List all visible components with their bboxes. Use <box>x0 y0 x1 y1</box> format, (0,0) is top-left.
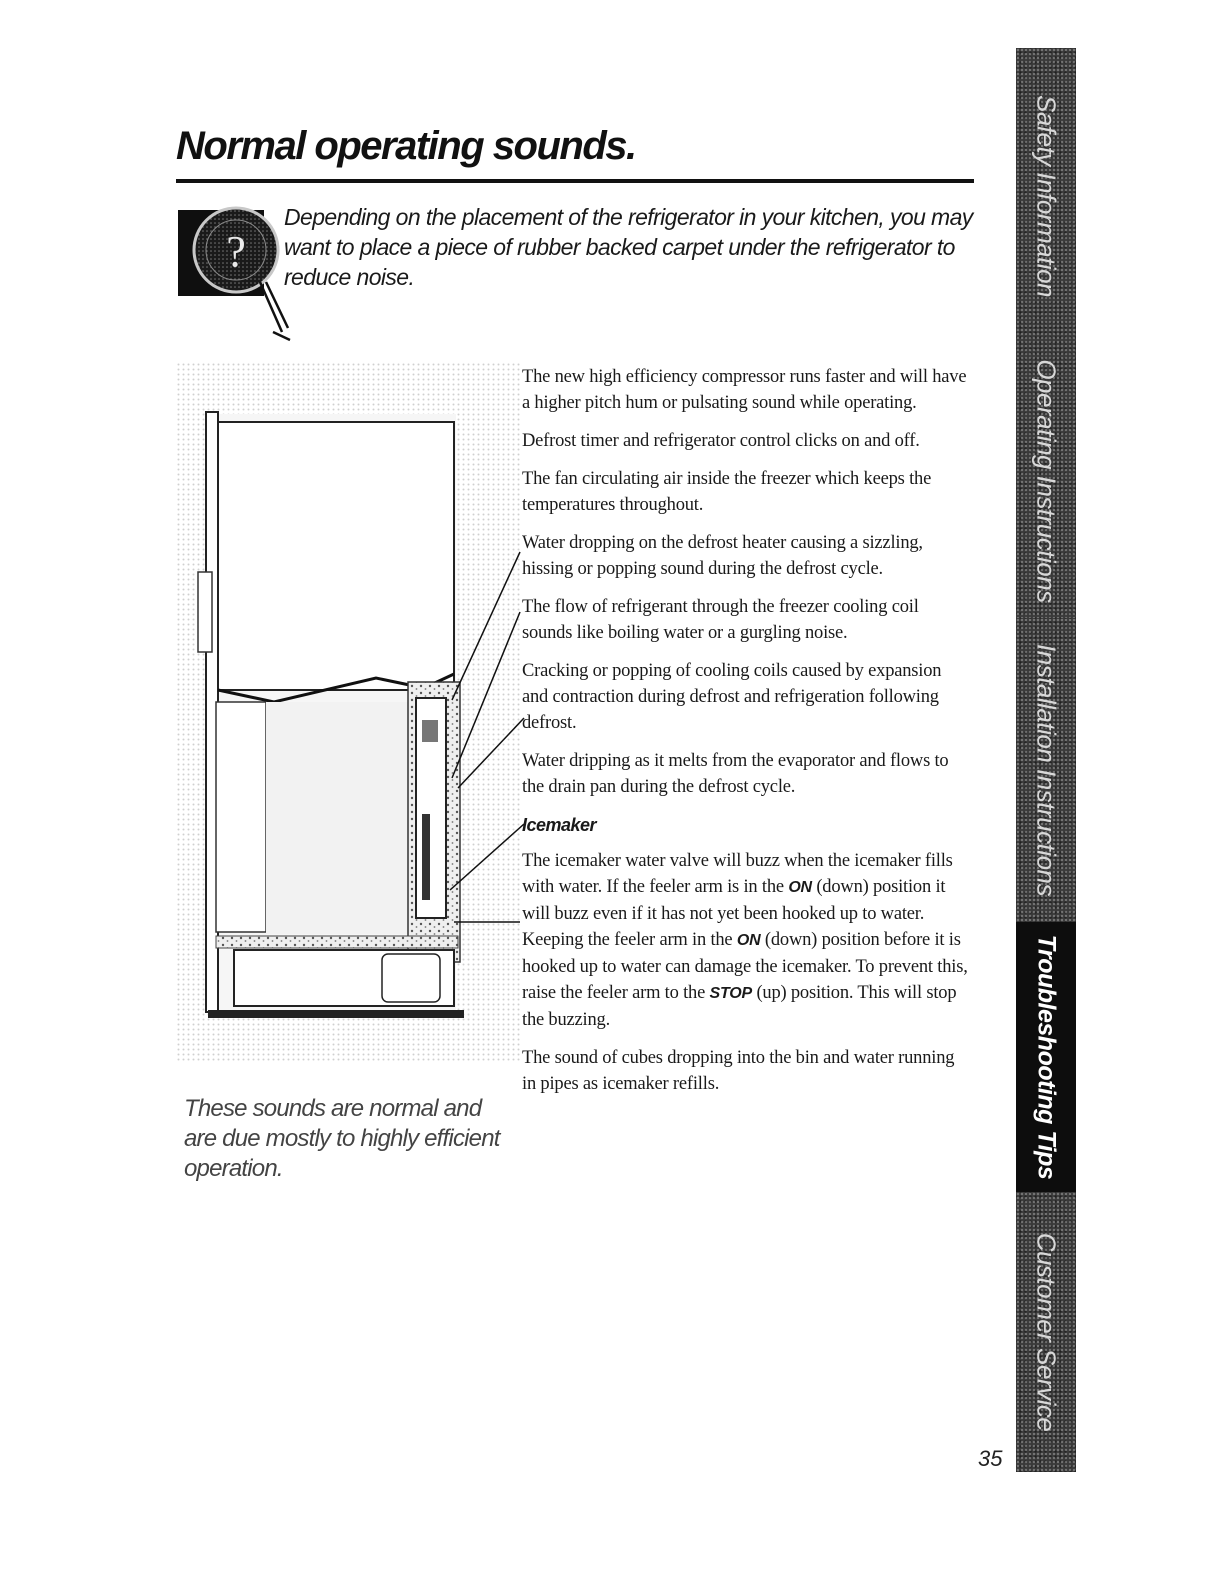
on-label: ON <box>788 879 812 896</box>
question-mark-icon <box>178 198 298 343</box>
paragraph-water-dripping: Water dripping as it melts from the evaporator and flows to the drain pan during the defrost cycle. <box>522 751 949 797</box>
paragraph-refrigerant-flow: The flow of refrigerant through the freezer cooling coil sounds like boiling water or a gurgling noise. <box>522 597 919 643</box>
icemaker-text-2: (down) position it will buzz even if it has not yet been hooked up to water. Keeping the feeler arm in the <box>522 877 946 950</box>
paragraph-compressor: The new high efficiency compressor runs faster and will have a higher pitch hum or pulsating sound while operating. <box>522 367 967 413</box>
icemaker-text-1: The icemaker water valve will buzz when the icemaker fills with water. If the feeler arm is in the <box>522 851 953 897</box>
paragraph-icemaker-refill: The sound of cubes dropping into the bin and water running in pipes as icemaker refills. <box>522 1048 955 1094</box>
icemaker-text-3: (down) position before it is hooked up to water can damage the icemaker. To prevent this, raise the feeler arm to the <box>522 930 968 1003</box>
paragraph-icemaker-valve <box>522 848 970 1033</box>
tab-label: Operating Instructions <box>1031 359 1062 603</box>
tip-text: Depending on the placement of the refrigerator in your kitchen, you may want to place a piece of rubber backed carpet under the refrigerator to reduce noise. <box>284 204 973 290</box>
stop-label: STOP <box>709 985 753 1002</box>
icemaker-text-4: (up) position. This will stop the buzzing. <box>522 983 957 1030</box>
page-title: Normal operating sounds. <box>176 124 636 168</box>
tab-label: Customer Service <box>1031 1232 1062 1432</box>
paragraph-defrost-timer: Defrost timer and refrigerator control clicks on and off. <box>522 431 920 451</box>
on-label: ON <box>736 932 761 949</box>
paragraph-defrost-heater: Water dropping on the defrost heater causing a sizzling, hissing or popping sound during the defrost cycle. <box>522 533 923 579</box>
figure-caption: These sounds are normal and are due mostly to highly efficient operation. <box>184 1095 500 1182</box>
paragraph-fan: The fan circulating air inside the freezer which keeps the temperatures throughout. <box>522 469 932 515</box>
page-number: 35 <box>978 1446 1003 1471</box>
section-tabs <box>1016 48 1076 1472</box>
sound-descriptions <box>522 364 970 1109</box>
paragraph-cooling-coils: Cracking or popping of cooling coils caused by expansion and contraction during defrost and refrigeration following defrost. <box>522 661 942 733</box>
tab-label: Troubleshooting Tips <box>1032 934 1061 1180</box>
tab-label: Safety Information <box>1031 95 1062 297</box>
tab-safety-information[interactable] <box>1016 48 1076 344</box>
tab-customer-service[interactable] <box>1016 1192 1076 1472</box>
tab-operating-instructions[interactable] <box>1016 344 1076 618</box>
tab-installation-instructions[interactable] <box>1016 618 1076 922</box>
tab-troubleshooting-tips[interactable] <box>1016 922 1076 1192</box>
title-rule <box>176 179 974 183</box>
svg-text:?: ? <box>226 227 246 276</box>
icemaker-heading: Icemaker <box>522 815 597 835</box>
tab-label: Installation Instructions <box>1031 644 1062 896</box>
refrigerator-illustration <box>176 362 526 1066</box>
